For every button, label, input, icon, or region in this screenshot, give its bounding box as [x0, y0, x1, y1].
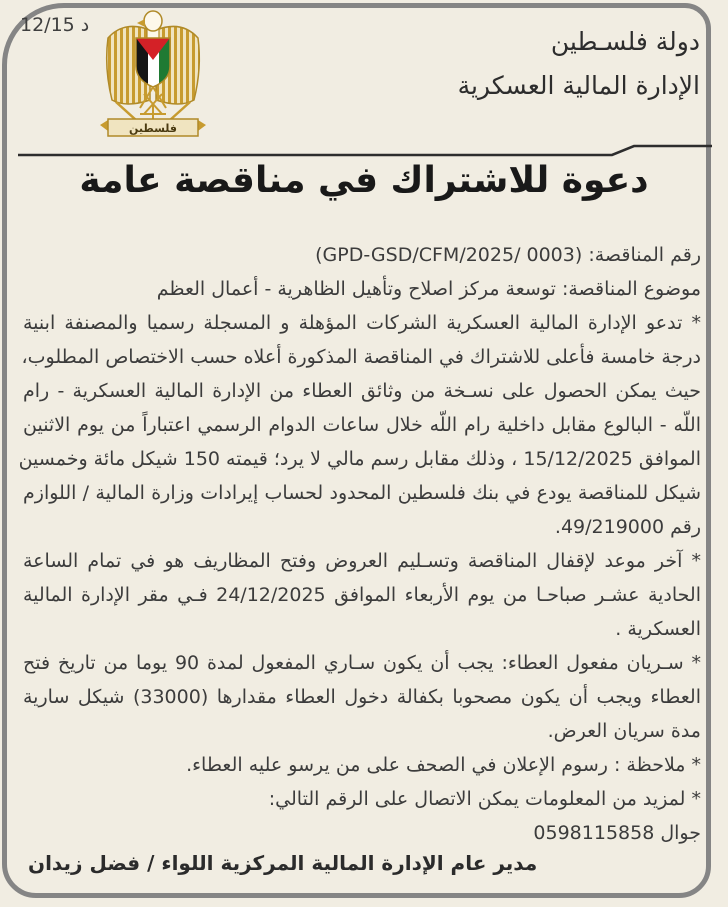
tender-title: دعوة للاشتراك في مناقصة عامة: [79, 160, 649, 201]
body-line-note: * ملاحظة : رسوم الإعلان في الصحف على من يرسو عليه العطاء.: [186, 754, 701, 776]
edition-mark: د 12/15: [20, 14, 90, 36]
body-line-phone-number: جوال 0598115858: [533, 822, 701, 844]
body-line: * آخر موعد لإقفال المناقصة وتسـليم العروض وفتح المظاريف هو في تمام الساعة: [23, 550, 701, 572]
body-line-tender-subject: موضوع المناقصة: توسعة مركز اصلاح وتأهيل الظاهرية - أعمال العظم: [156, 278, 701, 300]
body-line: شيكل للمناقصة يودع في بنك فلسطين المحدود لحساب إيرادات وزارة المالية / اللوازم: [23, 482, 701, 504]
letterhead: [458, 22, 700, 106]
header-separator-rule: [0, 138, 728, 158]
letterhead-department: الإدارة المالية العسكرية: [457, 71, 700, 100]
letterhead-country: دولة فلسـطين: [550, 27, 700, 56]
body-line: الحادية عشـر صباحـا من يوم الأربعاء الموافق 24/12/2025 فـي مقر الإدارة المالية: [23, 584, 701, 606]
emblem-banner-text: فلسطين: [129, 122, 177, 135]
tender-body: [18, 238, 701, 850]
body-line-contact-intro: * لمزيد من المعلومات يمكن الاتصال على الرقم التالي:: [268, 788, 701, 810]
signature-line: مدير عام الإدارة المالية المركزية اللواء / فضل زيدان: [28, 851, 538, 875]
body-line: * تدعو الإدارة المالية العسكرية الشركات المؤهلة و المسجلة رسميا والمصنفة ابنية: [23, 312, 701, 334]
body-line: العطاء ويجب أن يكون مصحوبا بكفالة دخول العطاء مقدارها (33000) شيكل سارية: [23, 686, 701, 708]
body-line: العسكرية .: [615, 618, 701, 640]
body-line-tender-number: رقم المناقصة: (GPD-GSD/CFM/2025/ 0003): [315, 244, 701, 266]
body-line: مدة سريان العرض.: [547, 720, 701, 742]
palestine-eagle-emblem-icon: [96, 8, 210, 140]
body-line-account-number: رقم 49/219000.: [554, 516, 701, 538]
body-line: درجة خامسة فأعلى للاشتراك في المناقصة المذكورة أعلاه حسب الاختصاص المطلوب،: [21, 346, 701, 368]
body-line: * سـريان مفعول العطاء: يجب أن يكون سـاري المفعول لمدة 90 يوما من تاريخ فتح: [23, 652, 701, 674]
body-line: حيث يمكن الحصول على نسـخة من وثائق العطاء من الإدارة المالية العسكرية - رام: [23, 380, 701, 402]
body-line: اللّه - البالوع مقابل داخلية رام اللّه خلال ساعات الدوام الرسمي اعتباراً من يوم الاثنين: [23, 414, 701, 436]
body-line: الموافق 15/12/2025 ، وذلك مقابل رسم مالي لا يرد؛ قيمته 150 شيكل مائة وخمسين: [18, 448, 701, 470]
